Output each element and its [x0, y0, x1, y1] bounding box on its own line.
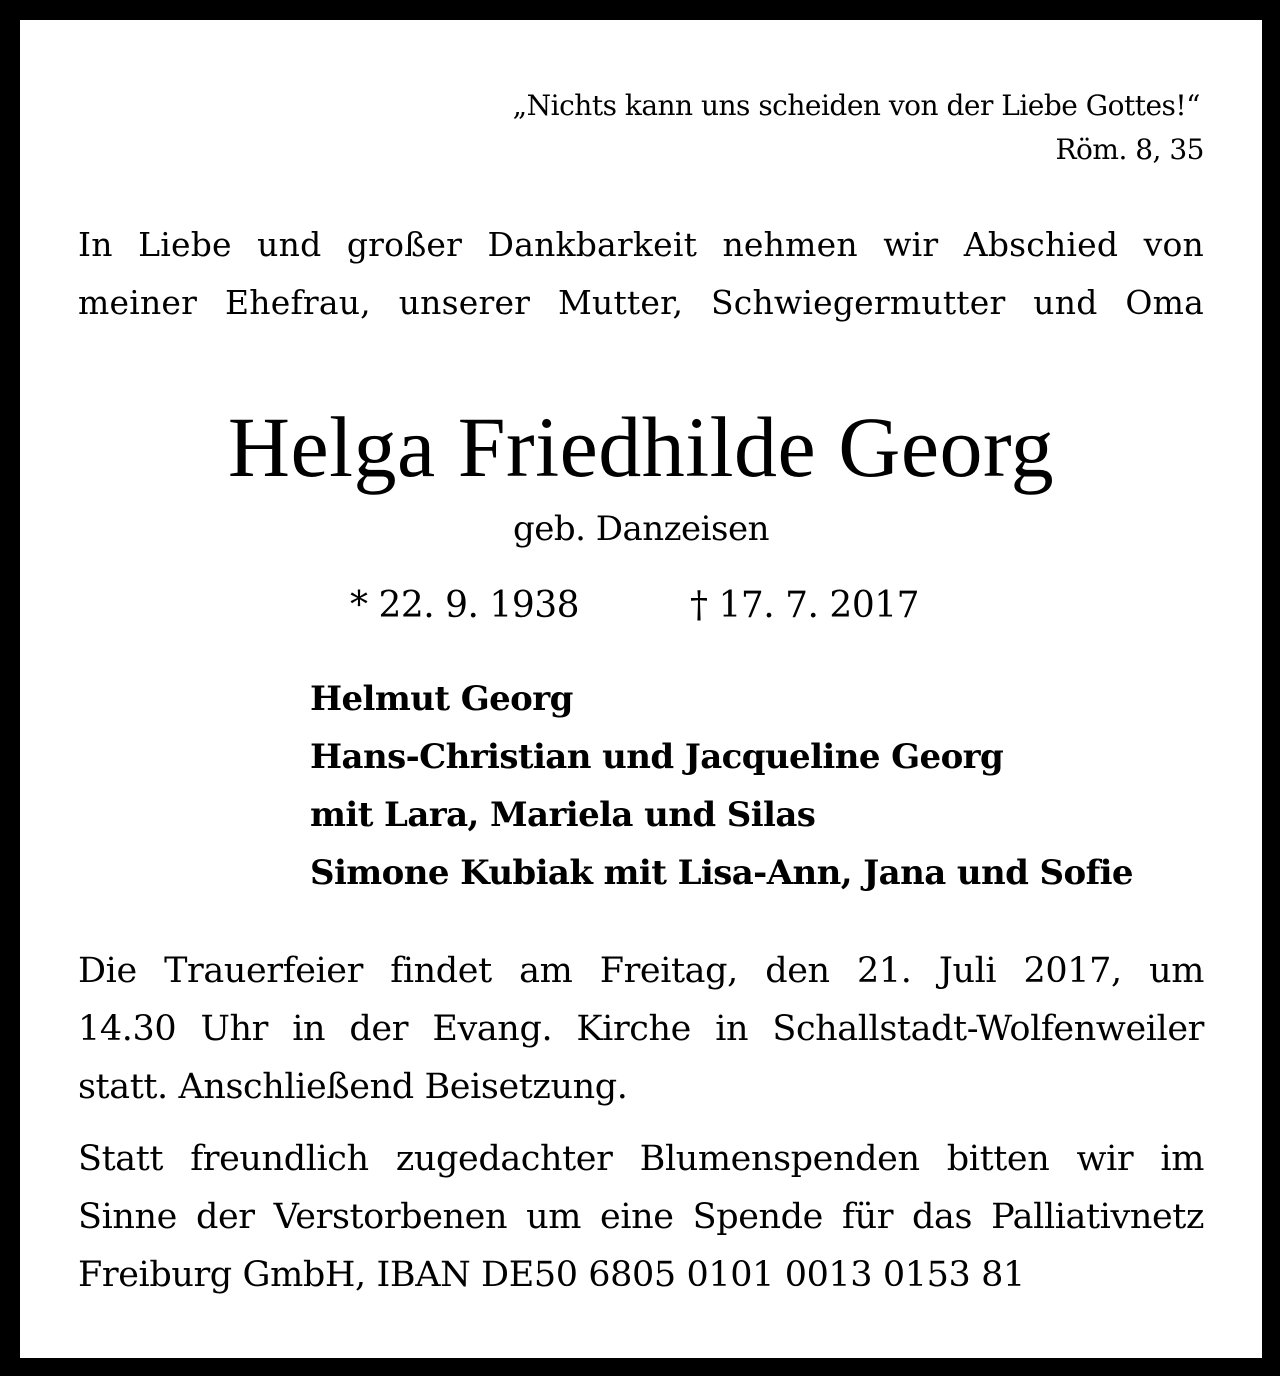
deceased-name: Helga Friedhilde Georg: [227, 399, 1055, 495]
ceremony-line-3: statt. Anschließend Beisetzung.: [78, 1067, 628, 1107]
mourner-line: Helmut Georg: [310, 679, 573, 719]
donation-line-2: Sinne der Verstorbenen um eine Spende für das Palliativnetz: [78, 1197, 1204, 1237]
mourner-line: mit Lara, Mariela und Silas: [310, 795, 816, 835]
intro-line-2: meiner Ehefrau, unserer Mutter, Schwiegermutter und Oma: [78, 283, 1204, 322]
ceremony-line-2: 14.30 Uhr in der Evang. Kirche in Schallstadt-Wolfenweiler: [78, 1009, 1204, 1049]
intro-line-1: In Liebe und großer Dankbarkeit nehmen wir Abschied von: [78, 225, 1204, 264]
death-date: † 17. 7. 2017: [690, 585, 920, 626]
ceremony-line-1: Die Trauerfeier findet am Freitag, den 21. Juli 2017, um: [78, 951, 1204, 991]
donation-line-3: Freiburg GmbH, IBAN DE50 6805 0101 0013 0153 81: [78, 1255, 1025, 1295]
birth-date: * 22. 9. 1938: [350, 585, 580, 626]
obituary-notice: [20, 20, 1262, 1358]
maiden-name: geb. Danzeisen: [512, 509, 770, 549]
donation-line-1: Statt freundlich zugedachter Blumenspenden bitten wir im: [78, 1139, 1204, 1179]
bible-quote: „Nichts kann uns scheiden von der Liebe Gottes!“: [512, 89, 1200, 122]
bible-reference: Röm. 8, 35: [1055, 133, 1204, 166]
mourner-line: Hans-Christian und Jacqueline Georg: [310, 737, 1004, 777]
mourner-line: Simone Kubiak mit Lisa-Ann, Jana und Sofie: [310, 853, 1133, 893]
